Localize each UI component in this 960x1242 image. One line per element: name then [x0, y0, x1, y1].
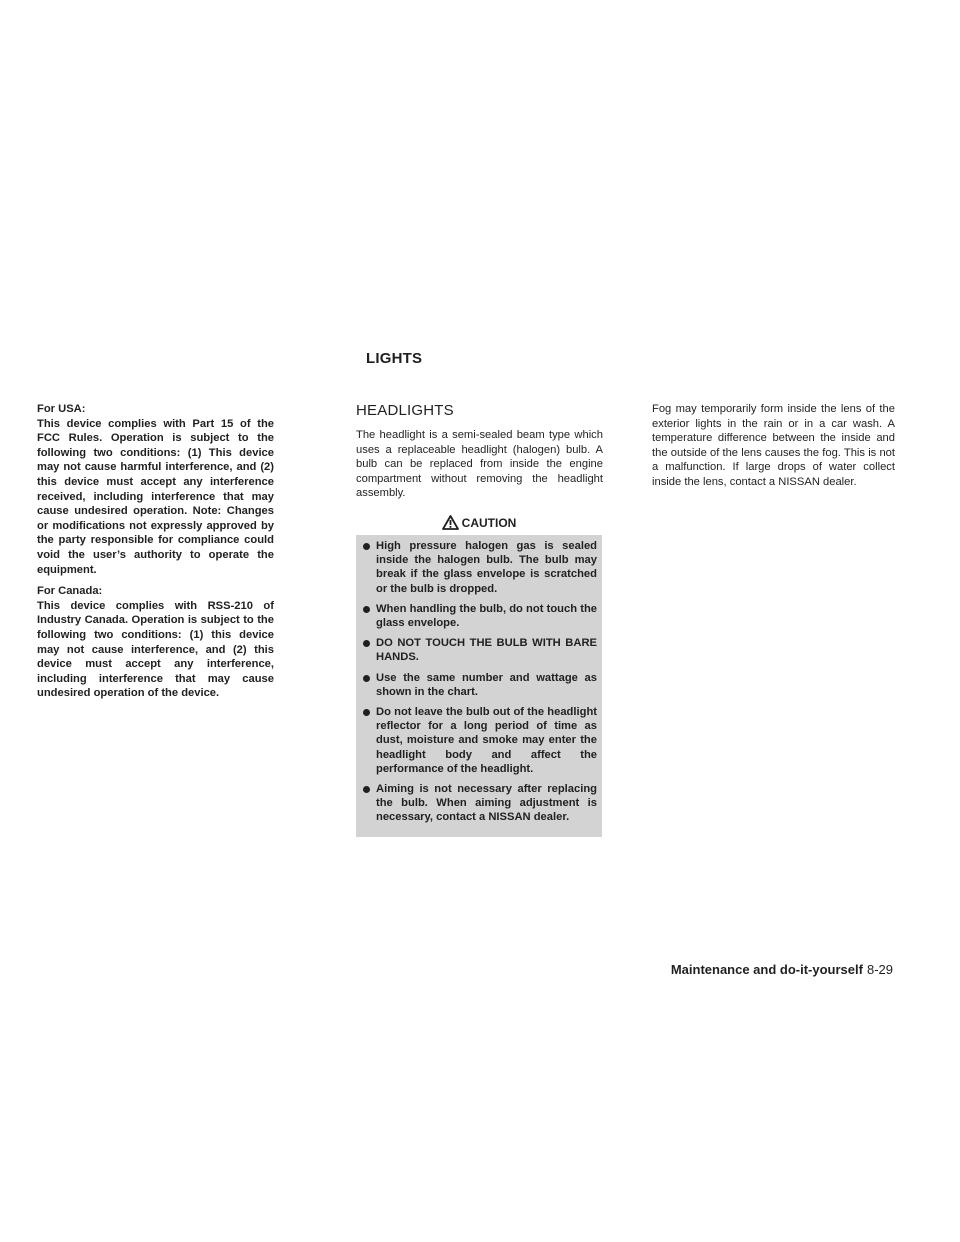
caution-item: Use the same number and wattage as shown in the chart.	[363, 671, 597, 699]
fcc-usa-paragraph	[37, 402, 274, 577]
headlights-intro: The headlight is a semi-sealed beam type which uses a replaceable headlight (halogen) bulb. A bulb can be replaced from inside the engine compartment without removing the headlight assembly.	[356, 429, 603, 500]
caution-item: Aiming is not necessary after replacing the bulb. When aiming adjustment is necessary, contact a NISSAN dealer.	[363, 782, 597, 825]
caution-header	[356, 511, 602, 535]
headlights-heading: HEADLIGHTS	[356, 402, 454, 419]
chapter-title: Maintenance and do-it-yourself	[670, 962, 863, 977]
caution-item: Do not leave the bulb out of the headlight reflector for a long period of time as dust, moisture and smoke may enter the headlight body and affect the performance of the headlight.	[363, 705, 597, 776]
bullet-icon	[363, 640, 370, 647]
fcc-canada-paragraph	[37, 584, 274, 701]
caution-item: High pressure halogen gas is sealed inside the halogen bulb. The bulb may break if the glass envelope is scratched or the bulb is dropped.	[363, 539, 597, 596]
page-number: 8-29	[866, 962, 893, 977]
bullet-icon	[363, 709, 370, 716]
fcc-usa-text: This device complies with Part 15 of the FCC Rules. Operation is subject to the following two conditions: (1) This device may not cause harmful interference, and (2) this device must accept any interference received, including interference that may cause undesired operation. Note: Changes or modifications not expressly approved by the party responsible for compliance could void the user’s authority to operate the equipment.	[37, 417, 274, 576]
bullet-icon	[363, 543, 370, 550]
bullet-icon	[363, 786, 370, 793]
fcc-notice-column	[37, 402, 274, 708]
fog-note: Fog may temporarily form inside the lens of the exterior lights in the rain or in a car wash. A temperature difference between the inside and the outside of the lens causes the fog. This is not a malfunction. If large drops of water collect inside the lens, contact a NISSAN dealer.	[652, 403, 895, 488]
warning-triangle-icon	[442, 515, 459, 530]
caution-list	[356, 539, 602, 825]
fcc-usa-heading: For USA:	[37, 403, 86, 415]
bullet-icon	[363, 675, 370, 682]
fcc-canada-text: This device complies with RSS-210 of Industry Canada. Operation is subject to the following two conditions: (1) this device may not cause interference, and (2) this device must accept any interference, including interference that may cause undesired operation of the device.	[37, 599, 274, 700]
caution-item: When handling the bulb, do not touch the glass envelope.	[363, 602, 597, 630]
section-title: LIGHTS	[366, 350, 423, 367]
fog-note-column	[652, 402, 895, 490]
caution-label: CAUTION	[461, 515, 517, 530]
fcc-canada-heading: For Canada:	[37, 585, 103, 598]
caution-box	[356, 511, 602, 837]
bullet-icon	[363, 606, 370, 613]
headlights-column	[356, 402, 603, 837]
caution-item: DO NOT TOUCH THE BULB WITH BARE HANDS.	[363, 636, 597, 664]
page-footer	[671, 962, 893, 977]
